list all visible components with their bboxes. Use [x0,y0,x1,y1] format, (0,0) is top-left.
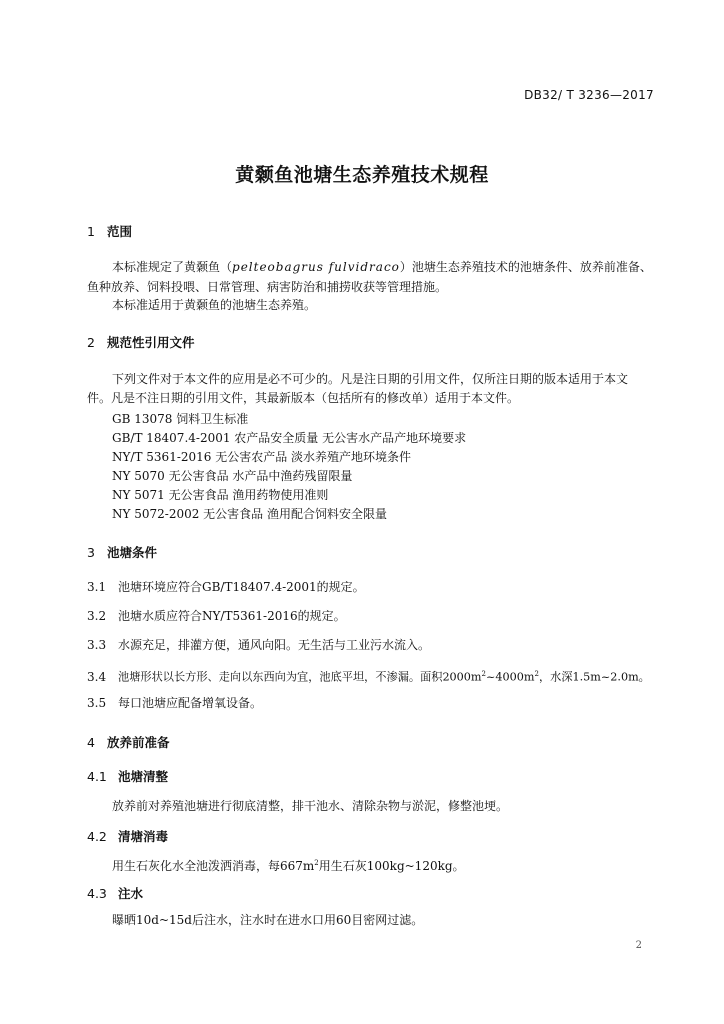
clause-text: 池塘环境应符合GB/T18407.4-2001的规定。 [118,580,365,594]
clause-3-2 [87,606,657,626]
clause-text: 池塘形状以长方形、走向以东西向为宜，池底平坦，不渗漏。面积2000m [118,670,482,684]
page-number: 2 [635,940,642,951]
clause-3-3 [87,635,657,655]
paragraph-continued: 鱼种放养、饲料投喂、日常管理、病害防治和捕捞收获等管理措施。 [87,280,448,294]
section-title: 范围 [107,224,133,239]
document-title: 黄颡鱼池塘生态养殖技术规程 [235,164,489,186]
latin-name: pelteobagrus fulvidraco [232,260,400,274]
section-2-heading [87,333,195,351]
section-number: 3 [87,545,95,560]
section-4-heading [87,733,170,751]
clause-number: 3.1 [87,580,107,594]
section-number: 1 [87,224,95,239]
paragraph: 曝晒10d~15d后注水，注水时在进水口用60目密网过滤。 [112,913,424,927]
reference-item: GB/T 18407.4-2001 农产品安全质量 无公害水产品产地环境要求 [112,431,467,445]
subsection-number: 4.1 [87,769,107,784]
subsection-number: 4.2 [87,829,107,844]
clause-3-4 [87,664,657,688]
reference-item: NY/T 5361-2016 无公害农产品 淡水养殖产地环境条件 [112,450,412,464]
reference-item: NY 5072-2002 无公害食品 渔用配合饲料安全限量 [112,507,387,521]
clause-3-5 [87,693,657,713]
clause-number: 3.3 [87,638,107,652]
text: 本标准规定了黄颡鱼（ [112,260,233,274]
clause-text: ，水深1.5m~2.0m。 [538,670,650,684]
text: ）池塘生态养殖技术的池塘条件、放养前准备、 [399,260,652,274]
clause-3-1 [87,577,657,597]
paragraph-continued: 件。凡是不注日期的引用文件，其最新版本（包括所有的修改单）适用于本文件。 [87,391,520,405]
section-title: 放养前准备 [107,735,170,750]
subsection-title: 清塘消毒 [118,829,169,844]
clause-text: 每口池塘应配备增氧设备。 [118,696,263,710]
clause-number: 3.4 [87,669,107,684]
clause-text: ~4000m [486,670,535,684]
subsection-4-1-heading [87,767,168,785]
reference-item: GB 13078 饲料卫生标准 [112,412,249,426]
subsection-4-3-heading [87,884,143,902]
paragraph: 下列文件对于本文件的应用是必不可少的。凡是注日期的引用文件，仅所注日期的版本适用于本文 [112,372,629,386]
section-1-heading [87,222,132,240]
clause-number: 3.5 [87,696,107,710]
section-number: 2 [87,335,95,350]
clause-text: 池塘水质应符合NY/T5361-2016的规定。 [118,609,346,623]
clause-number: 3.2 [87,609,107,623]
text: 用生石灰100kg~120kg。 [318,859,465,873]
superscript: 2 [314,859,319,867]
reference-item: NY 5070 无公害食品 水产品中渔药残留限量 [112,469,353,483]
paragraph: 本标准适用于黄颡鱼的池塘生态养殖。 [112,298,317,312]
subsection-title: 注水 [118,886,144,901]
section-number: 4 [87,735,95,750]
clause-text: 水源充足，排灌方便，通风向阳。无生活与工业污水流入。 [118,638,431,652]
subsection-number: 4.3 [87,886,107,901]
superscript: 2 [534,670,539,678]
paragraph [87,257,682,277]
subsection-4-2-heading [87,827,168,845]
document-number: DB32/ T 3236—2017 [524,88,654,102]
section-3-heading [87,543,157,561]
paragraph: 放养前对养殖池塘进行彻底清整，排干池水、清除杂物与淤泥，修整池埂。 [112,799,509,813]
reference-item: NY 5071 无公害食品 渔用药物使用准则 [112,488,329,502]
paragraph [87,853,682,876]
section-title: 池塘条件 [107,545,158,560]
section-title: 规范性引用文件 [107,335,195,350]
superscript: 2 [481,670,486,678]
subsection-title: 池塘清整 [118,769,169,784]
text: 用生石灰化水全池泼洒消毒，每667m [112,859,315,873]
